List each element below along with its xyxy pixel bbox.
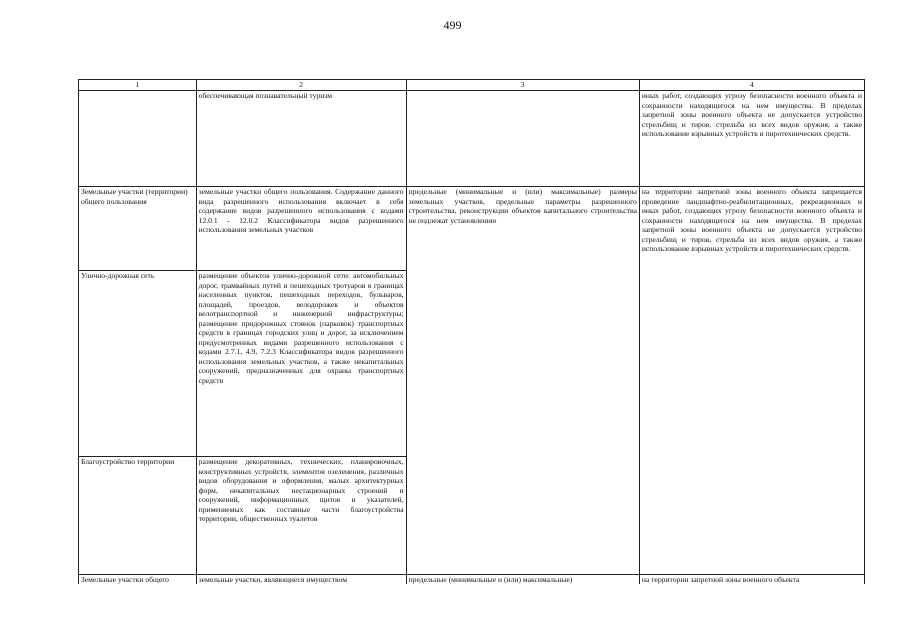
row5-col1-text: Земельные участки общего: [81, 575, 169, 584]
row5-col1: [79, 575, 197, 585]
row1-col2: обеспечивающая познавательный туризм: [196, 91, 406, 187]
row2-col3: предельные (минимальные и (или) максимальные) размеры земельных участков, предельные параметры разрешенного строительства, реконструкции объектов капитального строительства не подлежат установлению: [406, 187, 639, 575]
row5-col3-text: предельные (минимальные и (или) максимальные): [408, 575, 573, 584]
row2-col2: земельные участки общего пользования. Содержание данного вида разрешенного использования включает в себя содержание видов разрешенного использования с кодами 12.0.1 - 12.0.2 Классификатора видов разрешенного использования земельных участков: [196, 187, 406, 271]
row5-col3: [406, 575, 639, 585]
table-header-row: [79, 80, 865, 91]
row5-col2: [196, 575, 406, 585]
row2-col4: на территории запретной зоны военного объекта запрещается проведение ландшафтно-реабилитационных, рекреационных и иных работ, создающих угрозу безопасности военного объекта и сохранности находящегося на нем имущества. В пределах запретной зоны военного объекта не допускается устройство стрельбищ и тиров, стрельба из всех видов оружия, а также использование взрывных устройств и пиротехнических средств.: [639, 187, 864, 575]
regulations-table: [78, 79, 865, 584]
row5-col2-text: земельные участки, являющиеся имуществом: [198, 575, 348, 584]
row3-col1: Улично-дорожная сеть: [79, 271, 197, 457]
row2-col1: Земельные участки (территории) общего пользования: [79, 187, 197, 271]
table-row: [79, 187, 865, 271]
row1-col1: [79, 91, 197, 187]
column-header-3: 3: [406, 80, 639, 91]
page-number: 499: [443, 18, 462, 32]
row5-col4-text: на территории запретной зоны военного объекта: [641, 575, 800, 584]
row1-col4: иных работ, создающих угрозу безопасности военного объекта и сохранности находящегося на нем имущества. В пределах запретной зоны военного объекта не допускается устройство стрельбищ и тиров, стрельба из всех видов оружия, а также использование взрывных устройств и пиротехнических средств.: [639, 91, 864, 187]
row1-col3: [406, 91, 639, 187]
column-header-2: 2: [196, 80, 406, 91]
column-header-4: 4: [639, 80, 864, 91]
column-header-1: 1: [79, 80, 197, 91]
row4-col2: размещение декоративных, технических, планировочных, конструктивных устройств, элементов озеленения, различных видов оборудования и оформления, малых архитектурных форм, некапитальных нестационарных строений и сооружений, информационных щитов и указателей, применяемых как составные части благоустройства территории, общественных туалетов: [196, 457, 406, 575]
row5-col4: [639, 575, 864, 585]
row3-col2: размещение объектов улично-дорожной сети: автомобильных дорог, трамвайных путей и пешеходных тротуаров в границах населенных пунктов, пешеходных переходов, бульваров, площадей, проездов, велодорожек и объектов велотранспортной и инженерной инфраструктуры; размещение придорожных стоянок (парковок) транспортных средств в границах городских улиц и дорог, за исключением предусмотренных видами разрешенного использования с кодами 2.7.1, 4.9, 7.2.3 Классификатора видов разрешенного использования земельных участков, а также некапитальных сооружений, предназначенных для охраны транспортных средств: [196, 271, 406, 457]
table-row: [79, 575, 865, 585]
table-row: [79, 91, 865, 187]
row4-col1: Благоустройство территории: [79, 457, 197, 575]
